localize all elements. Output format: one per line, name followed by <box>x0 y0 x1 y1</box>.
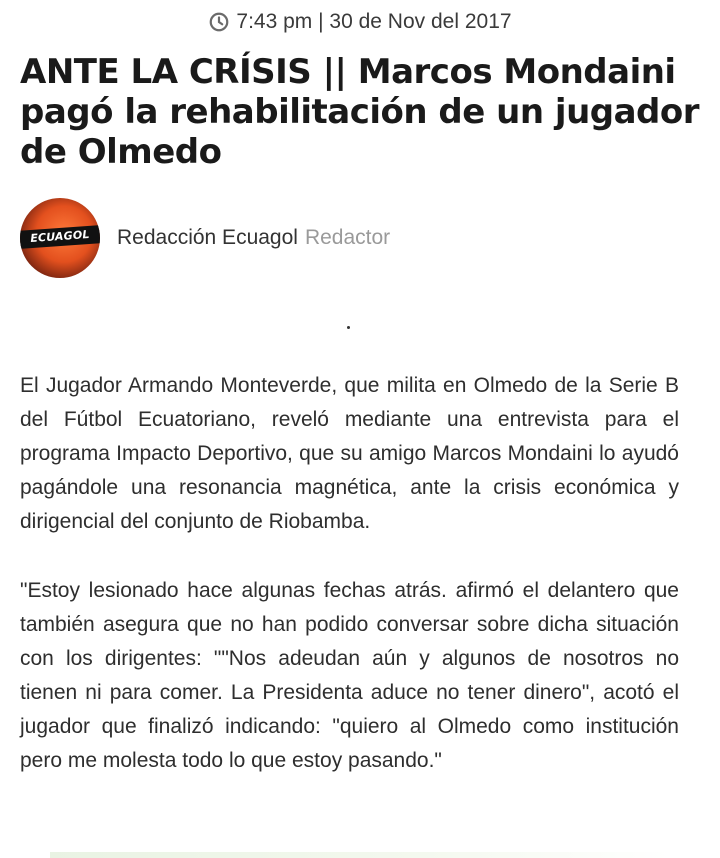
ecuagol-logo: ECUAGOL <box>29 227 91 246</box>
article-headline: ANTE LA CRÍSIS || Marcos Mondaini pagó la rehabilitación de un jugador de Olmedo <box>20 52 700 172</box>
author-role: Redactor <box>304 226 391 249</box>
article-paragraph: El Jugador Armando Monteverde, que milita en Olmedo de la Serie B del Fútbol Ecuatoriano, reveló mediante una entrevista para el programa Impacto Deportivo, que su amigo Marcos Mondaini lo ayudó pagándole una resonancia magnética, ante la crisis económica y dirigencial del conjunto de Riobamba. <box>20 374 679 533</box>
article-paragraph: "Estoy lesionado hace algunas fechas atrás. afirmó el delantero que también asegura que no han podido conversar sobre dicha situación con los dirigentes: ""Nos adeudan aún y algunos de nosotros no tienen ni para comer. La Presidenta aduce no tener dinero", acotó el jugador que finalizó indicando: "quiero al Olmedo como institución pero me molesta todo lo que estoy pasando." <box>20 579 679 772</box>
publish-timestamp: 7:43 pm | 30 de Nov del 2017 <box>236 10 512 33</box>
author-byline <box>20 198 390 278</box>
avatar[interactable] <box>20 198 100 278</box>
author-name[interactable]: Redacción Ecuagol <box>117 226 298 249</box>
article-meta <box>0 10 720 34</box>
separator-dot <box>347 326 350 329</box>
clock-icon <box>208 11 230 33</box>
bottom-banner-edge <box>50 852 670 858</box>
